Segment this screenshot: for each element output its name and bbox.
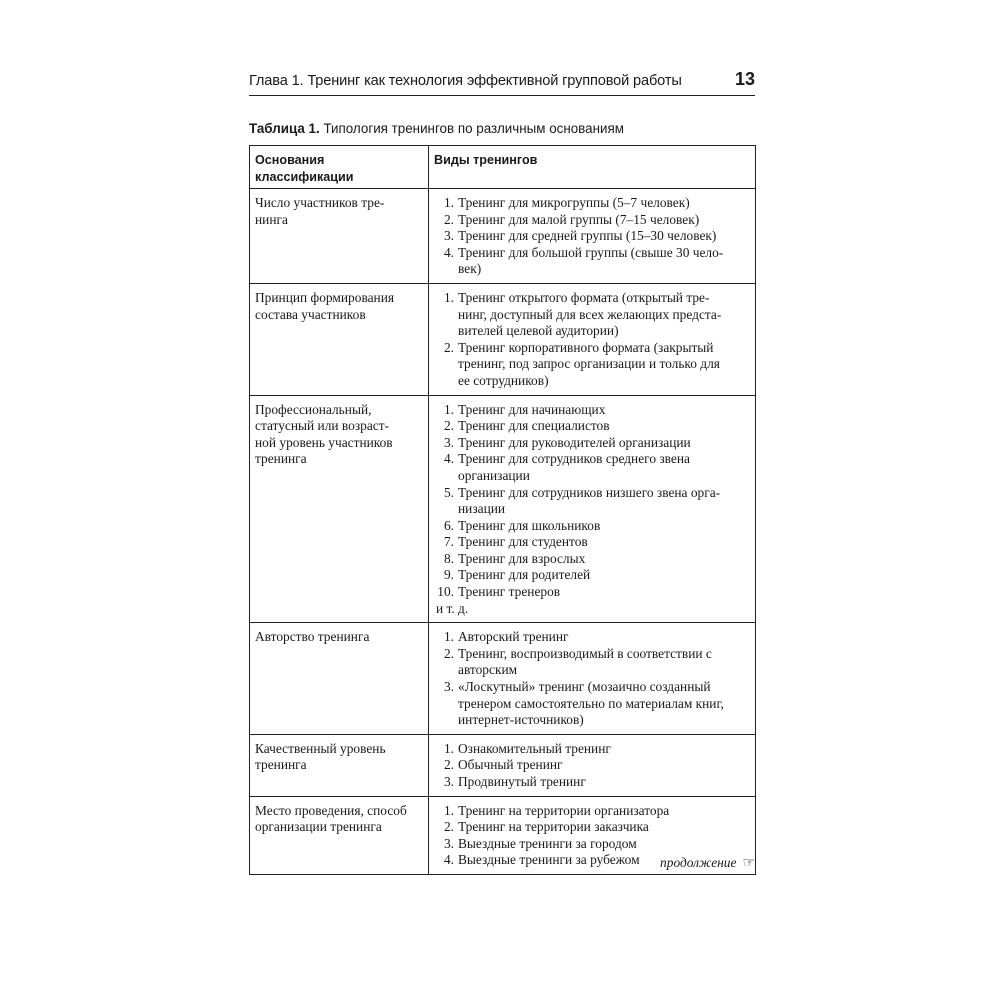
table-row — [250, 189, 756, 284]
classification-basis-text: Качественный уровень тренинга — [255, 740, 386, 773]
table-row — [250, 283, 756, 395]
list-item — [434, 418, 750, 435]
list-item — [434, 290, 750, 340]
classification-basis-cell — [250, 283, 429, 395]
table-caption — [249, 121, 624, 136]
list-item-number: 1. — [443, 401, 454, 417]
list-item-number: 5. — [443, 484, 454, 500]
list-item-text: Тренинг для специалистов — [458, 418, 610, 434]
continued-text: продолжение — [660, 855, 737, 870]
list-item-text: Тренинг для студентов — [458, 534, 588, 550]
column-header-basis-text: Основания классификации — [255, 153, 354, 184]
training-types-list — [434, 195, 750, 278]
list-item-text: Ознакомительный тренинг — [458, 740, 611, 756]
classification-basis-cell — [250, 189, 429, 284]
column-header-types — [429, 146, 756, 189]
list-item-number: 2. — [443, 211, 454, 227]
list-item — [434, 451, 750, 484]
classification-basis-cell — [250, 734, 429, 796]
list-item-number: 1. — [443, 629, 454, 645]
training-types-list — [434, 402, 750, 601]
list-item-text: Выездные тренинги за рубежом — [458, 852, 640, 868]
list-item-number: 2. — [443, 819, 454, 835]
list-item — [434, 774, 750, 791]
list-item-number: 10. — [437, 584, 454, 600]
list-item-number: 2. — [443, 418, 454, 434]
list-item-text: Тренинг для родителей — [458, 567, 591, 583]
list-item-text: Тренинг для начинающих — [458, 401, 606, 417]
table-caption-label: Таблица 1. — [249, 121, 320, 136]
list-item — [434, 836, 750, 853]
classification-basis-cell — [250, 623, 429, 735]
list-item — [434, 435, 750, 452]
list-item-number: 3. — [443, 774, 454, 789]
list-item-text: Тренинг для руководителей организации — [458, 434, 691, 450]
training-types-cell — [429, 734, 756, 796]
list-item-text: Авторский тренинг — [458, 629, 569, 645]
list-item — [434, 228, 750, 245]
list-item-number: 2. — [443, 645, 454, 661]
table-row — [250, 623, 756, 735]
list-item — [434, 757, 750, 774]
classification-basis-text: Авторство тренинга — [255, 629, 370, 645]
list-item-text: Тренинг, воспроизводимый в соответствии с авторским — [458, 645, 712, 678]
table-caption-text: Типология тренингов по различным основаниям — [323, 121, 624, 136]
list-item-number: 9. — [443, 567, 454, 583]
list-item — [434, 195, 750, 212]
list-item-text: Тренинг для взрослых — [458, 550, 586, 566]
list-item — [434, 551, 750, 568]
training-types-cell — [429, 189, 756, 284]
training-types-list — [434, 741, 750, 791]
list-item-number: 3. — [443, 835, 454, 851]
list-item — [434, 629, 750, 646]
pointing-hand-icon: ☞ — [742, 856, 755, 871]
list-item-number: 6. — [443, 517, 454, 533]
training-types-list — [434, 290, 750, 390]
list-item — [434, 819, 750, 836]
list-item — [434, 245, 750, 278]
list-item-number: 8. — [443, 550, 454, 566]
list-item-number: 4. — [443, 852, 454, 868]
list-item-text: Тренинг для микрогруппы (5–7 человек) — [458, 195, 690, 210]
list-item-text: Продвинутый тренинг — [458, 774, 586, 789]
list-item-text: Тренинг тренеров — [458, 584, 561, 600]
list-continuation-note: и т. д. — [436, 600, 469, 616]
list-item-text: «Лоскутный» тренинг (мозаично созданный тренером самостоятельно по материалам книг, интернет-источников) — [458, 679, 724, 728]
list-item — [434, 340, 750, 390]
classification-basis-text: Число участников тре- нинга — [255, 195, 385, 227]
page-number: 13 — [734, 69, 755, 89]
running-head: Глава 1. Тренинг как технология эффективной групповой работы — [249, 73, 682, 89]
table-header-row — [250, 146, 756, 189]
table-row — [250, 734, 756, 796]
list-item-number: 7. — [443, 534, 454, 550]
continued-note — [660, 855, 755, 872]
list-item — [434, 212, 750, 229]
list-item-text: Тренинг для малой группы (7–15 человек) — [458, 211, 700, 227]
list-item-number: 3. — [443, 679, 454, 695]
list-item — [434, 584, 750, 601]
list-item-text: Тренинг для средней группы (15–30 человек) — [458, 228, 717, 244]
list-item-number: 4. — [443, 244, 454, 260]
table-row — [250, 395, 756, 623]
training-types-list — [434, 629, 750, 729]
list-item-text: Тренинг открытого формата (открытый тре- нинг, доступный для всех желающих предста- вителей целевой аудитории) — [458, 289, 722, 339]
column-header-types-text: Виды тренингов — [434, 153, 538, 167]
list-item-text: Тренинг для сотрудников низшего звена орга- низации — [458, 484, 721, 517]
list-item — [434, 534, 750, 551]
list-item — [434, 402, 750, 419]
training-typology-table — [249, 145, 756, 875]
list-item-text: Тренинг корпоративного формата (закрытый тренинг, под запрос организации и только для ее сотрудников) — [458, 339, 720, 388]
training-types-cell — [429, 283, 756, 395]
list-item — [434, 646, 750, 679]
list-item — [434, 741, 750, 758]
list-item-text: Выездные тренинги за городом — [458, 835, 637, 851]
classification-basis-text: Профессиональный, статусный или возраст- ной уровень участников тренинга — [255, 401, 393, 467]
page-header — [249, 68, 755, 96]
list-item-number: 1. — [443, 802, 454, 818]
list-item — [434, 567, 750, 584]
list-item-text: Тренинг на территории заказчика — [458, 819, 649, 835]
training-types-cell — [429, 395, 756, 623]
column-header-basis — [250, 146, 429, 189]
list-item-number: 1. — [443, 740, 454, 756]
list-item-text: Тренинг на территории организатора — [458, 802, 670, 818]
list-item-number: 4. — [443, 451, 454, 467]
training-types-cell — [429, 623, 756, 735]
list-item-number: 2. — [443, 757, 454, 773]
list-item — [434, 485, 750, 518]
table-body — [250, 189, 756, 875]
list-item-text: Тренинг для школьников — [458, 517, 601, 533]
classification-basis-text: Место проведения, способ организации тренинга — [255, 802, 407, 835]
classification-basis-cell — [250, 796, 429, 874]
list-item-number: 1. — [443, 289, 454, 305]
classification-basis-cell — [250, 395, 429, 623]
list-item-number: 3. — [443, 434, 454, 450]
list-item-text: Обычный тренинг — [458, 757, 563, 773]
list-item — [434, 679, 750, 729]
list-item-number: 2. — [443, 339, 454, 355]
list-item-text: Тренинг для большой группы (свыше 30 чело- век) — [458, 244, 724, 277]
list-item — [434, 803, 750, 820]
list-item-text: Тренинг для сотрудников среднего звена организации — [458, 451, 690, 483]
list-item-number: 3. — [443, 228, 454, 244]
classification-basis-text: Принцип формирования состава участников — [255, 289, 395, 322]
list-item-number: 1. — [443, 195, 454, 210]
list-item — [434, 518, 750, 535]
